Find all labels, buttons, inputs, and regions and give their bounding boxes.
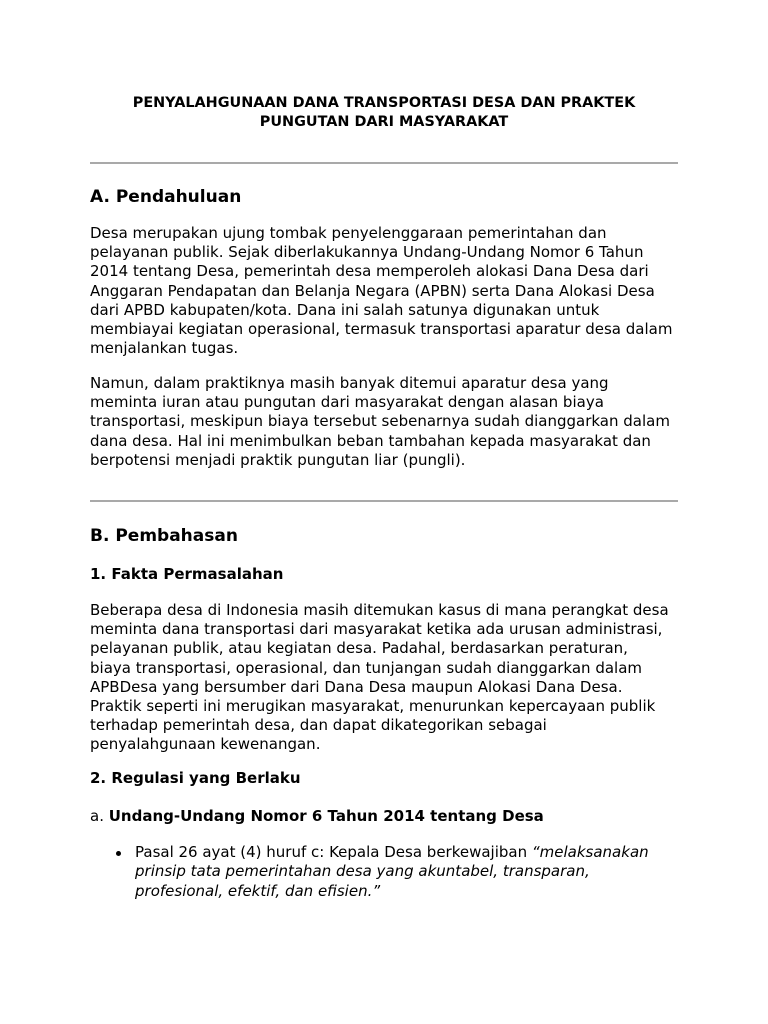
subsection-1-paragraph [90, 601, 682, 755]
text-line: 2014 tentang Desa, pemerintah desa memperoleh alokasi Dana Desa dari [90, 262, 649, 281]
text-line: menjalankan tugas. [90, 339, 239, 358]
text-line: penyalahgunaan kewenangan. [90, 735, 321, 754]
regulation-item-title: Undang-Undang Nomor 6 Tahun 2014 tentang Desa [108, 807, 544, 825]
bullet-quote-line-1: “melaksanakan [531, 843, 649, 861]
section-divider [90, 162, 678, 164]
text-line: APBDesa yang bersumber dari Dana Desa maupun Alokasi Dana Desa. [90, 677, 623, 696]
section-a-heading: A. Pendahuluan [90, 187, 242, 207]
regulation-bullet-list [113, 843, 673, 901]
list-item [113, 843, 673, 901]
regulation-item-prefix: a. [90, 807, 109, 825]
text-line: biaya transportasi, operasional, dan tunjangan sudah dianggarkan dalam [90, 658, 642, 677]
text-line: Namun, dalam praktiknya masih banyak ditemui aparatur desa yang [90, 374, 609, 392]
document-title-line-2: PUNGUTAN DARI MASYARAKAT [259, 114, 509, 130]
section-a-paragraph-2 [90, 374, 682, 470]
text-line: terhadap pemerintah desa, dan dapat dikategorikan sebagai [90, 716, 547, 735]
text-line: meminta iuran atau pungutan dari masyarakat dengan alasan biaya [90, 393, 604, 412]
text-line: dana desa. Hal ini menimbulkan beban tambahan kepada masyarakat dan [90, 431, 651, 450]
text-line: berpotensi menjadi praktik pungutan liar (pungli). [90, 450, 466, 469]
bullet-quote-line-3: profesional, efektif, dan efisien.” [135, 881, 381, 900]
text-line: Desa merupakan ujung tombak penyelenggaraan pemerintahan dan [90, 224, 607, 242]
document-title [90, 94, 678, 132]
section-divider [90, 500, 678, 502]
text-line: pelayanan publik, atau kegiatan desa. Padahal, berdasarkan peraturan, [90, 639, 628, 658]
bullet-icon [116, 851, 121, 856]
text-line: dari APBD kabupaten/kota. Dana ini salah satunya digunakan untuk [90, 300, 600, 319]
text-line: meminta dana transportasi dari masyarakat ketika ada urusan administrasi, [90, 620, 663, 639]
text-line: Praktik seperti ini merugikan masyarakat, menurunkan kepercayaan publik [90, 697, 656, 716]
subsection-1-heading: 1. Fakta Permasalahan [90, 565, 284, 583]
text-line: membiayai kegiatan operasional, termasuk transportasi aparatur desa dalam [90, 320, 673, 339]
bullet-lead-text: Pasal 26 ayat (4) huruf c: Kepala Desa berkewajiban [135, 843, 532, 861]
text-line: transportasi, meskipun biaya tersebut sebenarnya sudah dianggarkan dalam [90, 412, 670, 431]
bullet-quote-line-2: prinsip tata pemerintahan desa yang akuntabel, transparan, [135, 862, 590, 881]
document-title-line-1: PENYALAHGUNAAN DANA TRANSPORTASI DESA DAN PRAKTEK [132, 95, 636, 111]
section-b-heading: B. Pembahasan [90, 526, 238, 546]
section-a-paragraph-1 [90, 224, 682, 358]
text-line: Anggaran Pendapatan dan Belanja Negara (APBN) serta Dana Alokasi Desa [90, 281, 655, 300]
text-line: pelayanan publik. Sejak diberlakukannya Undang-Undang Nomor 6 Tahun [90, 243, 644, 262]
text-line: Beberapa desa di Indonesia masih ditemukan kasus di mana perangkat desa [90, 601, 669, 619]
regulation-item-a [90, 806, 682, 826]
subsection-2-heading: 2. Regulasi yang Berlaku [90, 769, 301, 787]
